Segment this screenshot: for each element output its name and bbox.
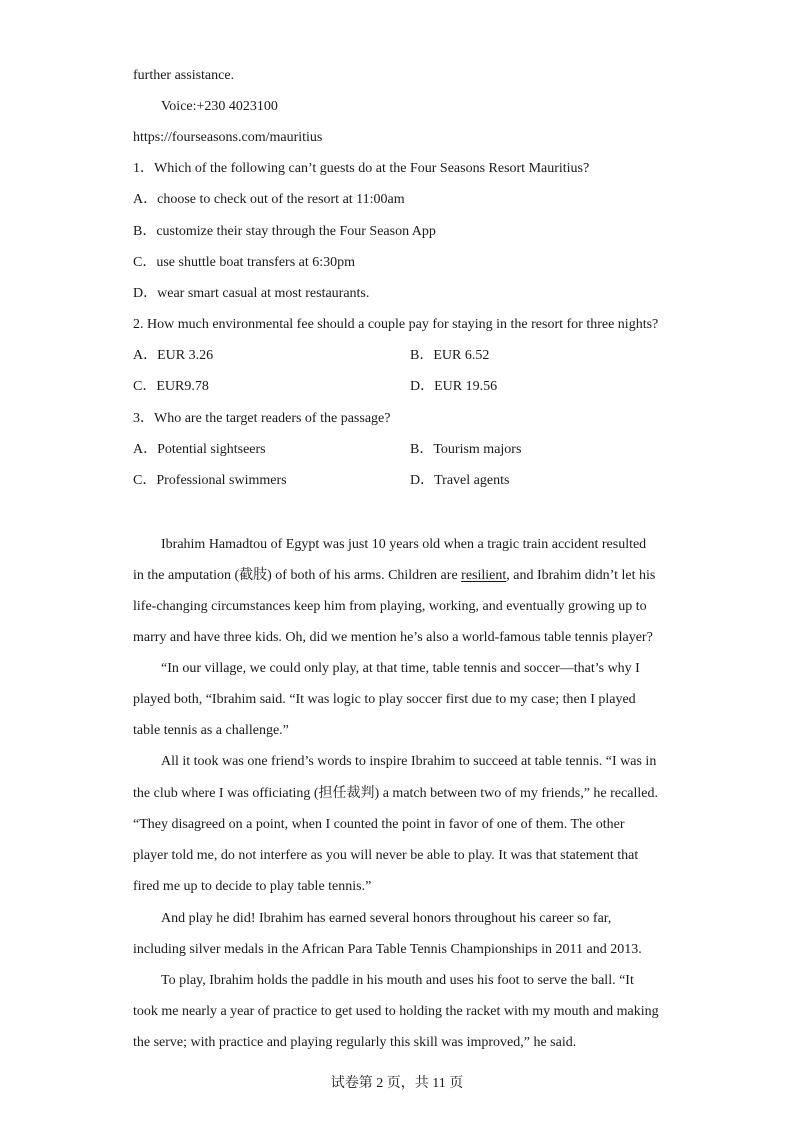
option-text: EUR 3.26: [157, 348, 214, 363]
passage-p1-line: [133, 566, 655, 586]
intro-line: further assistance.: [133, 68, 235, 83]
page-footer: 试卷第 2 页，共 11 页: [330, 1076, 464, 1091]
option-text: EUR9.78: [156, 379, 209, 394]
passage-p5-line: To play, Ibrahim holds the paddle in his mouth and uses his foot to serve the ball. “It: [161, 973, 634, 988]
passage-p3-line: fired me up to decide to play table tennis.”: [133, 879, 372, 894]
q1-option-c[interactable]: [133, 253, 355, 273]
option-text: choose to check out of the resort at 11:00am: [157, 192, 405, 207]
underlined-word: resilient: [461, 568, 507, 583]
passage-p3-line: All it took was one friend’s words to inspire Ibrahim to succeed at table tennis. “I was in: [161, 754, 657, 769]
q2-option-c[interactable]: [133, 377, 209, 397]
passage-p1-line: marry and have three kids. Oh, did we mention he’s also a world-famous table tennis player?: [133, 630, 653, 645]
q3-option-c[interactable]: [133, 471, 287, 491]
option-label: C．: [133, 379, 157, 394]
passage-p1-line: Ibrahim Hamadtou of Egypt was just 10 years old when a tragic train accident resulted: [161, 537, 647, 552]
option-text: customize their stay through the Four Season App: [156, 224, 436, 239]
q2-option-a[interactable]: [133, 346, 213, 366]
passage-p4-line: And play he did! Ibrahim has earned several honors throughout his career so far,: [161, 911, 612, 926]
question-1-stem: 1．Which of the following can’t guests do at the Four Seasons Resort Mauritius?: [133, 161, 590, 176]
passage-text: in the amputation (截肢) of both of his arms. Children are: [133, 568, 462, 583]
question-2-stem: 2. How much environmental fee should a couple pay for staying in the resort for three nights?: [133, 317, 659, 332]
passage-p2-line: “In our village, we could only play, at that time, table tennis and soccer—that’s why I: [161, 661, 640, 676]
q1-option-a[interactable]: [133, 190, 405, 210]
passage-p1-line: life-changing circumstances keep him from playing, working, and eventually growing up to: [133, 599, 647, 614]
option-label: C．: [133, 473, 157, 488]
passage-p2-line: played both, “Ibrahim said. “It was logic to play soccer first due to my case; then I played: [133, 692, 636, 707]
option-label: D．: [133, 286, 158, 301]
passage-p5-line: the serve; with practice and playing regularly this skill was improved,” he said.: [133, 1035, 577, 1050]
option-text: Potential sightseers: [157, 442, 266, 457]
option-label: B．: [410, 442, 434, 457]
q3-option-b[interactable]: [410, 440, 521, 460]
option-label: B．: [133, 224, 157, 239]
option-text: EUR 19.56: [434, 379, 498, 394]
passage-p4-line: including silver medals in the African Para Table Tennis Championships in 2011 and 2013.: [133, 942, 642, 957]
option-label: C．: [133, 255, 157, 270]
q3-option-d[interactable]: [410, 471, 509, 491]
option-label: A．: [133, 442, 158, 457]
passage-p2-line: table tennis as a challenge.”: [133, 723, 289, 738]
resort-url: https://fourseasons.com/mauritius: [133, 130, 323, 145]
passage-text: , and Ibrahim didn’t let his: [506, 568, 656, 583]
option-label: D．: [410, 473, 435, 488]
option-text: Tourism majors: [433, 442, 522, 457]
option-label: A．: [133, 348, 158, 363]
q3-option-a[interactable]: [133, 440, 266, 460]
passage-p3-line: player told me, do not interfere as you will never be able to play. It was that statement that: [133, 848, 639, 863]
q2-option-b[interactable]: [410, 346, 489, 366]
option-label: A．: [133, 192, 158, 207]
option-text: use shuttle boat transfers at 6:30pm: [156, 255, 356, 270]
q1-option-b[interactable]: [133, 222, 436, 242]
q1-option-d[interactable]: [133, 284, 369, 304]
passage-p3-line: “They disagreed on a point, when I counted the point in favor of one of them. The other: [133, 817, 625, 832]
passage-p5-line: took me nearly a year of practice to get used to holding the racket with my mouth and making: [133, 1004, 659, 1019]
option-text: Travel agents: [434, 473, 510, 488]
option-text: wear smart casual at most restaurants.: [157, 286, 370, 301]
voice-number: Voice:+230 4023100: [161, 99, 278, 114]
option-label: B．: [410, 348, 434, 363]
q2-option-d[interactable]: [410, 377, 497, 397]
option-text: Professional swimmers: [156, 473, 287, 488]
option-label: D．: [410, 379, 435, 394]
passage-p3-line: the club where I was officiating (担任裁判) a match between two of my friends,” he recalled.: [133, 786, 658, 801]
option-text: EUR 6.52: [433, 348, 490, 363]
question-3-stem: 3．Who are the target readers of the passage?: [133, 411, 391, 426]
